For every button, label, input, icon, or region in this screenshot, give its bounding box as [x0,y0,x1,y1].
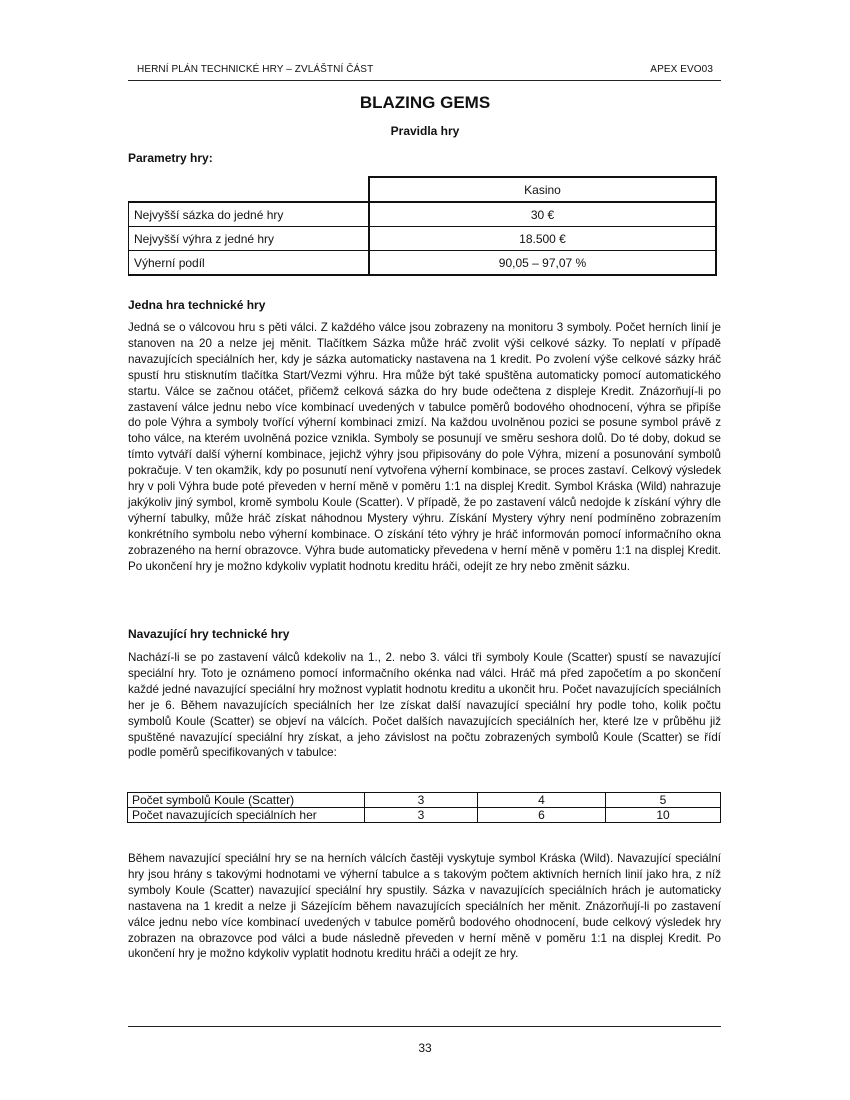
param-value: 18.500 € [369,227,716,251]
param-label: Nejvyšší výhra z jedné hry [129,227,370,251]
table-row [128,793,721,808]
cell-value: 6 [478,808,606,823]
header-document-title: HERNÍ PLÁN TECHNICKÉ HRY – ZVLÁŠTNÍ ČÁST [137,64,374,75]
table-header-blank [129,177,370,202]
section-heading-single-game: Jedna hra technické hry [128,298,266,312]
page-header [128,60,721,81]
cell-value: 10 [606,808,721,823]
header-game-code: APEX EVO03 [650,64,713,75]
params-heading: Parametry hry: [128,151,213,165]
section-paragraph: Nachází-li se po zastavení válců kdekoliv na 1., 2. nebo 3. válci tři symboly Koule (Scatter) spustí se navazující speciální hry. Toto je oznámeno pomocí informačního okénka nad válci. Hráč má před započetím a po skončení každé jedné navazující speciální hry možnost vyplatit hodnotu kreditu a ukončit hru. Počet navazujících speciálních her je 6. Během navazujících speciálních her lze získat další navazující speciální hry podle toho, kolik počtu symbolů Koule (Scatter) se objeví na válcích. Počet dalších navazujících speciálních her, které lze v průběhu již spuštěné navazující speciální hry získat, a jeho závislost na počtu zobrazených symbolů Koule (Scatter) se řídí podle poměrů specifikovaných v tabulce: [128,651,721,760]
section-heading-follow-up-games: Navazující hry technické hry [128,627,290,641]
cell-value: 5 [606,793,721,808]
param-value: 90,05 – 97,07 % [369,251,716,276]
section-paragraph: Během navazující speciální hry se na herních válcích častěji vyskytuje symbol Kráska (Wild). Navazující speciální hry jsou hrány s takovými hodnotami ve výherní tabulce a s takovým počtem aktivních herních linií jako hra, z níž symboly Koule (Scatter) navazující speciální hry spustily. Sázka v navazujících speciálních hrách je automaticky nastavena na 1 kredit a nelze ji Sázejícím během navazujících speciálních her měnit. Znázorňují-li po zastavení válce jednu nebo více kombinací uvedených v tabulce poměrů bodového ohodnocení, bude celkový výsledek hry zobrazen na obrazovce pod válci a bude následně převeden v herní měně v poměru 1:1 na displej Kredit. Po ukončení hry je možno kdykoliv vyplatit hodnotu kreditu hráči a odejít ze hry. [128,852,721,961]
param-label: Výherní podíl [129,251,370,276]
page-subtitle: Pravidla hry [390,124,460,138]
row-label: Počet symbolů Koule (Scatter) [128,793,365,808]
table-header-kasino: Kasino [369,177,716,202]
row-label: Počet navazujících speciálních her [128,808,365,823]
footer-divider [128,1026,721,1027]
table-row [129,251,717,276]
param-value: 30 € [369,202,716,227]
table-row [129,227,717,251]
table-header-row [129,177,717,202]
page-number: 33 [418,1041,432,1055]
parameters-table [128,176,717,276]
section-paragraph: Jedná se o válcovou hru s pěti válci. Z každého válce jsou zobrazeny na monitoru 3 symboly. Počet herních linií je stanoven na 20 a nelze jej měnit. Tlačítkem Sázka může hráč zvolit výši celkové sázky. To neplatí v případě navazujících speciálních her, kdy je sázka automaticky nastavena na 1 kredit. Po zvolení výše celkové sázky hráč spustí hru stisknutím tlačítka Start/Vezmi výhru. Hra může být také spuštěna automaticky pomocí automatického startu. Válce se začnou otáčet, přičemž celková sázka do hry bude odečtena z displeje Kredit. Znázorňují-li po zastavení válce jednu nebo více kombinací uvedených v tabulce poměrů bodového ohodnocení, výhra se připíše do pole Výhra a symboly tvořící výherní kombinaci zmizí. Na každou uvolněnou pozici se posune symbol právě z toho válce, na kterém uvolněná pozice vznikla. Symboly se posunují ve směru seshora dolů. Do té doby, dokud se tímto vytváří další výherní kombinace, jejichž výhry jsou připisovány do pole Výhra, mizení a posunování symbolů pokračuje. V ten okamžik, kdy po posunutí není vytvořena výherní kombinace, se proces zastaví. Celkový výsledek hry v poli Výhra bude poté převeden v herní měně v poměru 1:1 na displej Kredit. Symbol Kráska (Wild) nahrazuje jakýkoliv jiný symbol, kromě symbolu Koule (Scatter). V případě, že po zastavení válců nedojde k získání výhry dle výherní tabulky, může hráč získat náhodnou Mystery výhru. Získání Mystery výhry není podmíněno zobrazením konkrétního symbolu nebo výherní kombinace. O získání této výhry je hráč informován pomocí informačního okna zobrazeného na herní obrazovce. Výhra bude automaticky převedena v herní měně v poměru 1:1 na displej Kredit. Po ukončení hry je možno kdykoliv vyplatit hodnotu kreditu hráči, odejít ze hry nebo změnit sázku. [128,321,721,573]
page-title: BLAZING GEMS [359,93,491,112]
cell-value: 3 [365,808,478,823]
scatter-free-games-table [127,792,721,823]
table-row [128,808,721,823]
cell-value: 4 [478,793,606,808]
table-row [129,202,717,227]
param-label: Nejvyšší sázka do jedné hry [129,202,370,227]
cell-value: 3 [365,793,478,808]
